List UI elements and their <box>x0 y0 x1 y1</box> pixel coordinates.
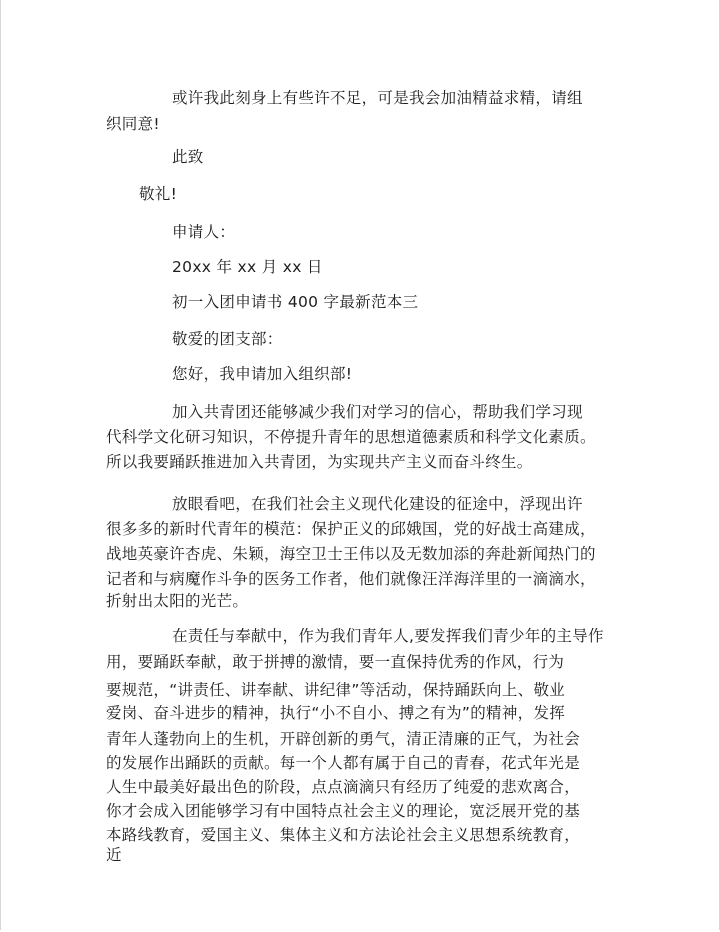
text-line: 您好，我申请加入组织部! <box>172 365 353 383</box>
text-line: 申请人： <box>172 223 236 241</box>
text-line: 在责任与奉献中，作为我们青年人,要发挥我们青少年的主导作 <box>172 627 604 645</box>
text-line: 初一入团申请书 400 字最新范本三 <box>172 293 419 311</box>
text-line: 织同意! <box>106 115 160 133</box>
text-line: 记者和与病魔作斗争的医务工作者，他们就像汪洋海洋里的一滴滴水， <box>106 570 596 588</box>
text-line: 近 <box>106 846 122 864</box>
text-line: 的发展作出踊跃的贡献。每一个人都有属于自己的青春，花式年光是 <box>106 754 581 772</box>
text-line: 20xx 年 xx 月 xx 日 <box>172 258 323 276</box>
text-line: 敬礼! <box>139 185 178 203</box>
text-line: 本路线教育，爱国主义、集体主义和方法论社会主义思想系统教育， <box>106 826 581 844</box>
text-line: 很多多的新时代青年的模范：保护正义的邱娥国，党的好战士高建成， <box>106 520 596 538</box>
text-line: 要规范，“讲责任、讲奉献、讲纪律”等活动，保持踊跃向上、敬业 <box>106 681 566 699</box>
text-line: 此致 <box>172 148 204 166</box>
text-line: 你才会成入团能够学习有中国特点社会主义的理论，宽泛展开党的基 <box>106 802 581 820</box>
text-line: 敬爱的团支部： <box>172 330 283 348</box>
text-line: 用，要踊跃奉献，敢于拼搏的激情，要一直保持优秀的作风，行为 <box>106 653 565 671</box>
text-line: 青年人蓬勃向上的生机，开辟创新的勇气，清正清廉的正气，为社会 <box>106 730 581 748</box>
text-line: 折射出太阳的光芒。 <box>106 592 249 610</box>
text-line: 加入共青团还能够减少我们对学习的信心，帮助我们学习现 <box>172 403 583 421</box>
text-line: 人生中最美好最出色的阶段，点点滴滴只有经历了纯爱的悲欢离合， <box>106 778 581 796</box>
text-line: 或许我此刻身上有些许不足，可是我会加油精益求精，请组 <box>172 89 583 107</box>
text-line: 爱岗、奋斗进步的精神，执行“小不自小、搏之有为”的精神，发挥 <box>106 704 566 722</box>
text-line: 代科学文化研习知识，不停提升青年的思想道德素质和科学文化素质。 <box>106 428 596 446</box>
text-line: 战地英豪许杏虎、朱颖，海空卫士王伟以及无数加添的奔赴新闻热门的 <box>106 545 596 563</box>
text-line: 放眼看吧，在我们社会主义现代化建设的征途中，浮现出许 <box>172 495 583 513</box>
text-line: 所以我要踊跃推进加入共青团，为实现共产主义而奋斗终生。 <box>106 453 533 471</box>
